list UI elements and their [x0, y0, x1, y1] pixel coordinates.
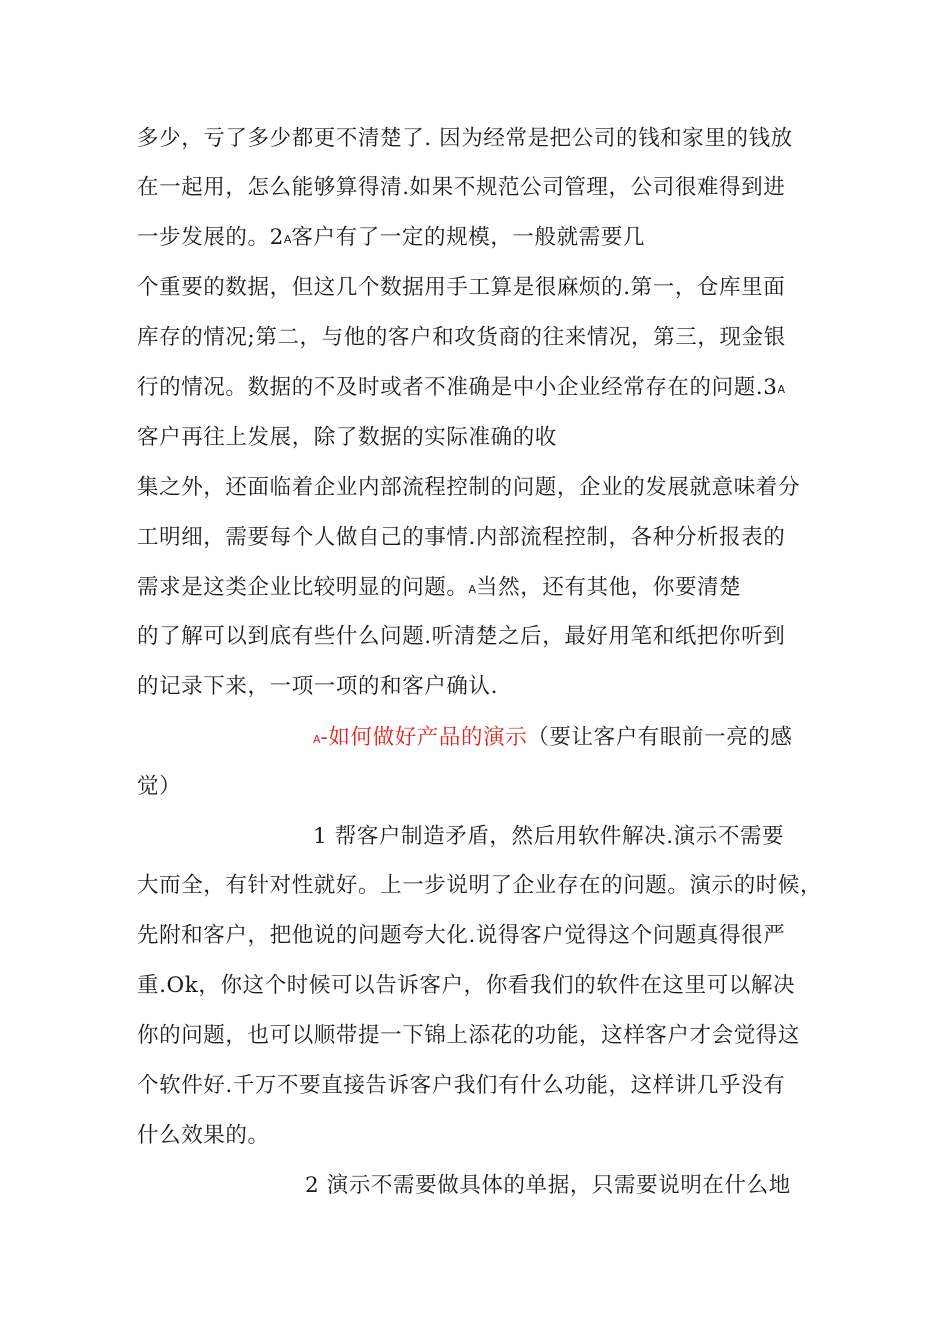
paragraph-line	[137, 373, 785, 405]
paragraph-line: 个软件好.千万不要直接告诉客户我们有什么功能，这样讲几乎没有	[137, 1073, 786, 1098]
numbered-item-1: 1 帮客户制造矛盾，然后用软件解决.演示不需要	[313, 824, 785, 849]
paragraph-line: 在一起用，怎么能够算得清.如果不规范公司管理，公司很难得到进	[137, 175, 786, 200]
paragraph-line: 客户再往上发展，除了数据的实际准确的收	[137, 425, 557, 450]
paragraph-line: 工明细，需要每个人做自己的事情.内部流程控制，各种分析报表的	[137, 525, 786, 550]
line-text: 行的情况。数据的不及时或者不准确是中小企业经常存在的问题.3	[137, 375, 778, 400]
heading-subtitle: （要让客户有眼前一亮的感	[527, 725, 793, 750]
bullet-marker: A	[313, 733, 321, 746]
bullet-marker: A	[777, 383, 786, 396]
line-text: 需求是这类企业比较明显的问题。	[137, 575, 469, 600]
heading-title: -如何做好产品的演示	[320, 725, 528, 750]
paragraph-line: 多少，亏了多少都更不清楚了. 因为经常是把公司的钱和家里的钱放	[137, 126, 793, 151]
paragraph-line: 的了解可以到底有些什么问题.听清楚之后，最好用笔和纸把你听到	[137, 624, 786, 649]
paragraph-line: 重.Ok，你这个时候可以告诉客户，你看我们的软件在这里可以解决	[137, 973, 796, 998]
paragraph-line	[137, 573, 741, 605]
line-text: 客户有了一定的规模，一般就需要几	[291, 225, 646, 250]
paragraph-line: 集之外，还面临着企业内部流程控制的问题，企业的发展就意味着分	[137, 475, 801, 500]
paragraph-line: 库存的情况;第二，与他的客户和攻货商的往来情况，第三，现金银	[137, 325, 786, 350]
bullet-marker: A	[283, 233, 292, 246]
paragraph-line: 你的问题，也可以顺带提一下锦上添花的功能，这样客户才会觉得这	[137, 1023, 801, 1048]
paragraph-line: 觉）	[137, 774, 182, 799]
paragraph-line	[137, 223, 645, 255]
paragraph-line: 大而全，有针对性就好。上一步说明了企业存在的问题。演示的时候，	[137, 873, 823, 898]
paragraph-line: 什么效果的。	[137, 1123, 270, 1148]
paragraph-line: 先附和客户，把他说的问题夸大化.说得客户觉得这个问题真得很严	[137, 923, 786, 948]
line-text: 一步发展的。2	[137, 225, 284, 250]
numbered-item-2: 2 演示不需要做具体的单据，只需要说明在什么地	[305, 1173, 791, 1198]
line-text: 当然，还有其他，你要清楚	[476, 575, 742, 600]
section-heading	[313, 723, 793, 755]
bullet-marker: A	[468, 583, 477, 596]
paragraph-line: 的记录下来，一项一项的和客户确认.	[137, 674, 499, 699]
paragraph-line: 个重要的数据，但这几个数据用手工算是很麻烦的.第一，仓库里面	[137, 275, 786, 300]
